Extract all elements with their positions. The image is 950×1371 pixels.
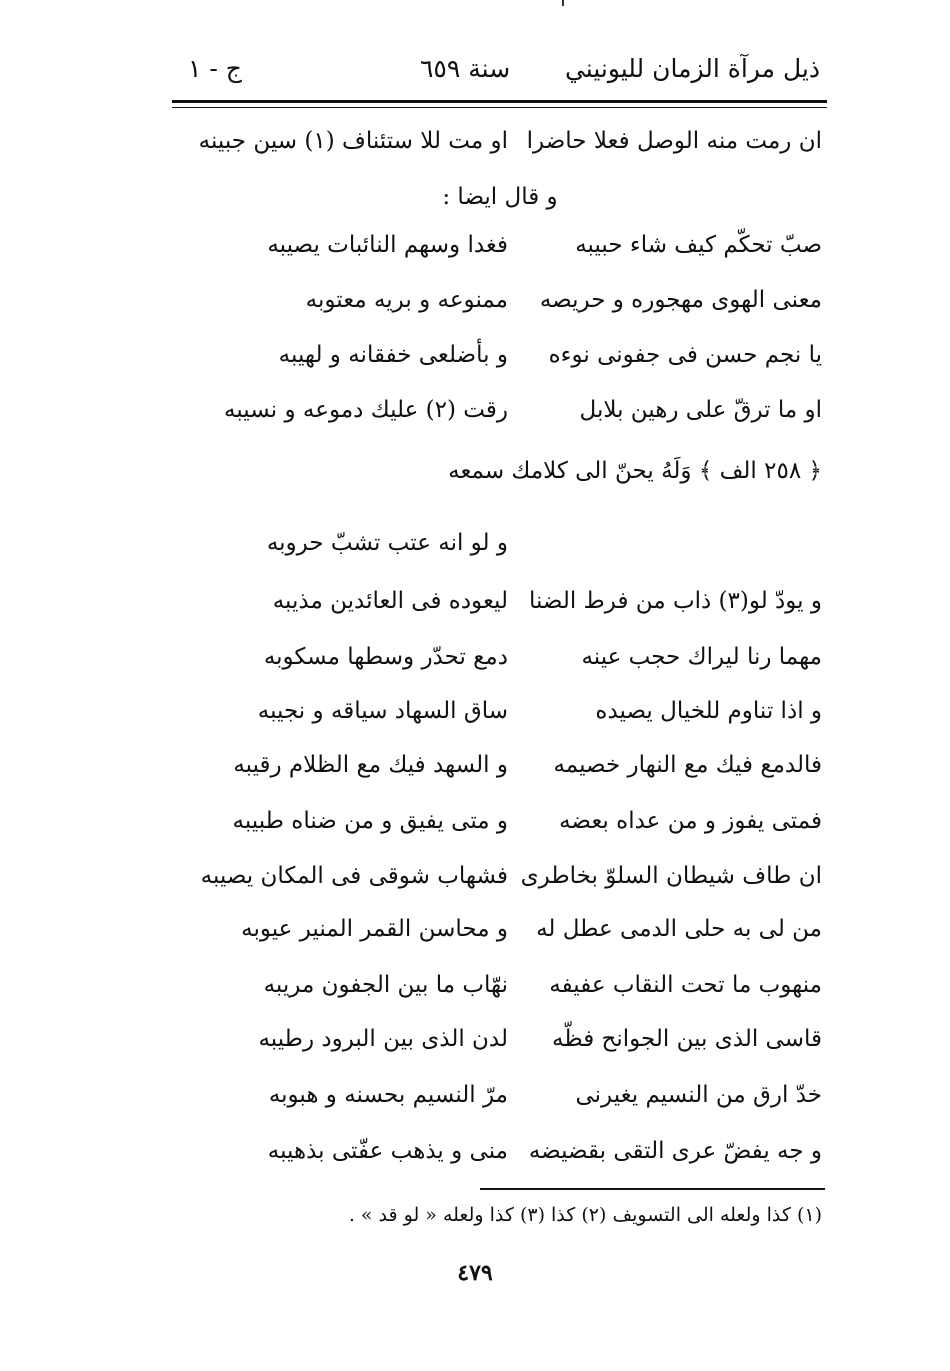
verse-first-hemistich: او ما ترقّ على رهين بلابل <box>579 397 822 423</box>
scan-mark <box>562 0 564 6</box>
verse-first-hemistich: فمتى يفوز و من عداه بعضه <box>559 808 822 834</box>
footnote-rule <box>480 1188 825 1190</box>
text-line <box>0 752 950 792</box>
text-line <box>0 128 950 168</box>
verse-second-hemistich: و متى يفيق و من ضناه طبيبه <box>232 808 508 834</box>
verse-second-hemistich: ساق السهاد سياقه و نجيبه <box>257 698 508 724</box>
verse-first-hemistich: فالدمع فيك مع النهار خصيمه <box>553 752 822 778</box>
verse-first-hemistich: يا نجم حسن فى جفونى نوءه <box>548 342 822 368</box>
section-heading: و قال ايضا : <box>442 184 558 210</box>
verse-first-hemistich: و يودّ لو(٣) ذاب من فرط الضنا <box>528 588 822 614</box>
text-line <box>0 184 950 224</box>
verse-first-hemistich: ان طاف شيطان السلوّ بخاطرى <box>520 863 822 889</box>
text-line <box>0 397 950 437</box>
page-number: ٤٧٩ <box>457 1260 493 1286</box>
running-head-title: ذيل مرآة الزمان لليونيني <box>564 54 820 83</box>
running-head-year: سنة ٦٥٩ <box>420 54 511 83</box>
verse-first-hemistich: مهما رنا ليراك حجب عينه <box>581 644 822 670</box>
text-line <box>0 972 950 1012</box>
verse-second-hemistich: و محاسن القمر المنير عيوبه <box>241 916 508 942</box>
verse-first-hemistich: ان رمت منه الوصل فعلا حاضرا <box>526 128 822 154</box>
text-line <box>0 232 950 272</box>
verse-second-hemistich: فغدا وسهم النائبات يصيبه <box>267 232 508 258</box>
text-line <box>0 644 950 684</box>
text-line <box>0 1026 950 1066</box>
text-line <box>0 342 950 382</box>
verse-second-hemistich: ممنوعه و بريه معتوبه <box>305 287 508 313</box>
footnote: (١) كذا ولعله الى التسويف (٢) كذا (٣) كذا ولعله « لو قد » . <box>348 1204 822 1226</box>
verse-first-hemistich: و اذا تناوم للخيال يصيده <box>595 698 822 724</box>
header-rule-thick <box>172 100 827 103</box>
text-line <box>0 916 950 956</box>
folio-marked-line: ﴿ ٢٥٨ الف ﴾ وَلَهُ يحنّ الى كلامك سمعه <box>448 458 822 484</box>
text-line <box>0 863 950 903</box>
text-line <box>0 1082 950 1122</box>
verse-first-hemistich: منهوب ما تحت النقاب عفيفه <box>549 972 822 998</box>
verse-second-hemistich: و بأضلعى خفقانه و لهيبه <box>278 342 508 368</box>
verse-first-hemistich: معنى الهوى مهجوره و حريصه <box>539 287 822 313</box>
verse-second-hemistich: لدن الذى بين البرود رطيبه <box>258 1026 508 1052</box>
verse-second-hemistich: و لو انه عتب تشبّ حروبه <box>266 530 508 556</box>
text-line <box>0 530 950 570</box>
verse-second-hemistich: دمع تحدّر وسطها مسكوبه <box>263 644 508 670</box>
verse-second-hemistich: رقت (٢) عليك دموعه و نسيبه <box>224 397 508 423</box>
running-head-volume: ج - ١ <box>188 54 242 83</box>
verse-second-hemistich: و السهد فيك مع الظلام رقيبه <box>233 752 508 778</box>
text-line <box>0 808 950 848</box>
verse-second-hemistich: نهّاب ما بين الجفون مريبه <box>263 972 508 998</box>
text-line <box>0 458 950 498</box>
text-line <box>0 698 950 738</box>
verse-second-hemistich: او مت للا ستئناف (١) سين جبينه <box>198 128 508 154</box>
verse-first-hemistich: و جه يفضّ عرى التقى بقضيضه <box>528 1138 822 1164</box>
text-line <box>0 588 950 628</box>
verse-first-hemistich: قاسى الذى بين الجوانح فظّه <box>552 1026 822 1052</box>
verse-first-hemistich: خدّ ارق من النسيم يغيرنى <box>575 1082 822 1108</box>
verse-first-hemistich: صبّ تحكّم كيف شاء حبيبه <box>575 232 822 258</box>
verse-second-hemistich: منى و يذهب عفّتى بذهيبه <box>267 1138 508 1164</box>
text-line <box>0 1138 950 1178</box>
verse-first-hemistich: من لى به حلى الدمى عطل له <box>536 916 822 942</box>
header-rule-thin <box>172 107 827 108</box>
text-line <box>0 287 950 327</box>
verse-second-hemistich: ليعوده فى العائدين مذيبه <box>272 588 508 614</box>
verse-second-hemistich: مرّ النسيم بحسنه و هبوبه <box>268 1082 508 1108</box>
verse-second-hemistich: فشهاب شوقى فى المكان يصيبه <box>200 863 508 889</box>
